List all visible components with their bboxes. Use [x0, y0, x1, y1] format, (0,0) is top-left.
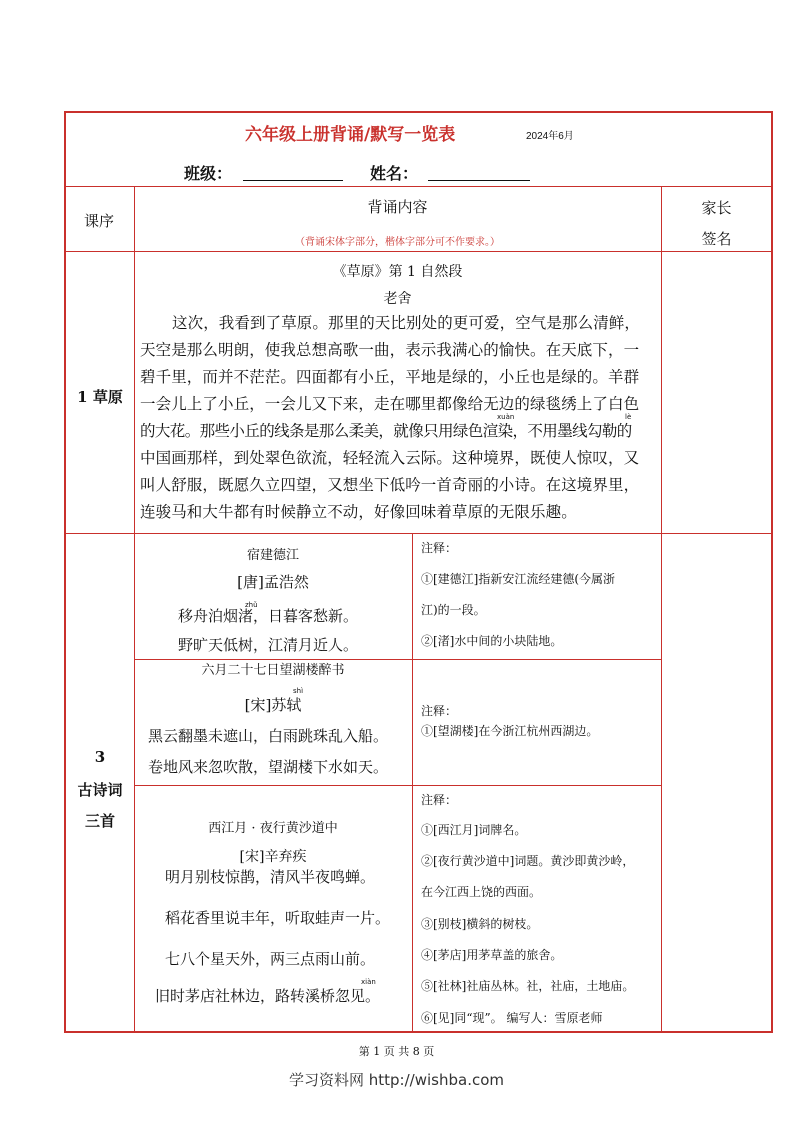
paragraph-line: 一会儿上了小丘，一会儿又下来，走在哪里都像给无边的绿毯绣上了白色	[140, 395, 640, 413]
pinyin-annotation: zhǔ	[245, 601, 258, 609]
poem3-notes-head: 注释：	[421, 793, 458, 807]
poem2-note: ①[望湖楼]在今浙江杭州西湖边。	[421, 724, 599, 738]
header-sign-line1: 家长	[701, 199, 732, 217]
page-title: 六年级上册背诵/默写一览表	[245, 125, 456, 145]
poem1-title: 宿建德江	[246, 548, 299, 563]
pinyin-annotation: lè	[625, 413, 632, 421]
poem1-line: 野旷天低树，江清月近人。	[178, 636, 359, 654]
poem3-author: [宋]辛弃疾	[239, 849, 307, 865]
paragraph-line: 这次，我看到了草原。那里的天比别处的更可爱，空气是那么清鲜，	[172, 314, 641, 332]
poem3-note: 在今江西上饶的西面。	[421, 885, 542, 899]
paragraph-line: 叫人舒服，既愿久立四望，又想坐下低吟一首奇丽的小诗。在这境界里，	[140, 476, 640, 494]
paragraph-line: 连骏马和大牛都有时候静立不动，好像回味着草原的无限乐趣。	[140, 503, 577, 521]
class-input[interactable]	[243, 180, 343, 181]
paragraph-line: 天空是那么明朗，使我总想高歌一曲，表示我满心的愉快。在天底下，一	[140, 341, 640, 359]
poem3-line: 七八个星天外，两三点雨山前。	[165, 950, 376, 968]
poem1-notes-head: 注释：	[421, 541, 458, 555]
name-label: 姓名：	[370, 164, 419, 183]
paragraph-line: 的大花。那些小丘的线条是那么柔美，就像只用绿色渲染，不用墨线勾勒的	[140, 422, 632, 440]
poem3-note: ②[夜行黄沙道中]词题。黄沙即黄沙岭，	[421, 854, 635, 868]
pinyin-annotation: xuàn	[497, 413, 515, 421]
header-lesson: 课序	[84, 212, 115, 230]
lesson3-label-title: 古诗词	[77, 781, 123, 799]
pinyin-annotation: xiàn	[361, 978, 376, 986]
poem2-notes-head: 注释：	[421, 704, 458, 718]
poem3-note: ④[茅店]用茅草盖的旅舍。	[421, 948, 563, 962]
lesson1-paragraph	[140, 310, 656, 526]
poem3-title: 西江月 · 夜行黄沙道中	[208, 821, 338, 836]
header-content: 背诵内容	[367, 198, 428, 216]
lesson3-label-num: 3	[94, 748, 106, 766]
poem3-note: ⑥[见]同“现”。 编写人：雪原老师	[421, 1011, 603, 1025]
paragraph-line: 中国画那样，到处翠色欲流，轻轻流入云际。这种境界，既使人惊叹，又	[140, 449, 640, 467]
poem2-title: 六月二十七日望湖楼醉书	[201, 663, 345, 678]
poem3-note: ①[西江月]词牌名。	[421, 823, 527, 837]
poem1-note: 江)的一段。	[421, 603, 486, 617]
poem1-line: 移舟泊烟渚，日暮客愁新。	[178, 607, 359, 625]
page-number: 第 1 页 共 8 页	[358, 1045, 435, 1058]
poem3-line: 旧时茅店社林边，路转溪桥忽见。	[155, 987, 381, 1005]
poem1-note: ①[建德江]指新安江流经建德(今属浙	[421, 572, 616, 586]
lesson1-title: 《草原》第 1 自然段	[332, 264, 463, 280]
lesson3-label-sub: 三首	[84, 812, 115, 830]
class-label: 班级：	[184, 164, 233, 183]
poem3-note: ⑤[社林]社庙丛林。社，社庙，土地庙。	[421, 979, 635, 993]
date-label: 2024年6月	[526, 131, 574, 142]
poem3-line: 明月别枝惊鹊，清风半夜鸣蝉。	[165, 868, 376, 886]
poem1-note: ②[渚]水中间的小块陆地。	[421, 634, 563, 648]
poem2-line: 黑云翻墨未遮山，白雨跳珠乱入船。	[148, 727, 389, 745]
lesson1-author: 老舍	[383, 291, 412, 307]
lesson1-label: 1 草原	[77, 388, 123, 406]
poem1-author: [唐]孟浩然	[237, 573, 309, 591]
poem2-line: 卷地风来忽吹散，望湖楼下水如天。	[148, 758, 389, 776]
paragraph-line: 碧千里，而并不茫茫。四面都有小丘，平地是绿的，小丘也是绿的。羊群	[140, 368, 640, 386]
poem3-note: ③[别枝]横斜的树枝。	[421, 917, 539, 931]
name-input[interactable]	[428, 180, 530, 181]
pinyin-annotation: shì	[293, 687, 304, 695]
header-content-note: （背诵宋体字部分，楷体字部分可不作要求。）	[295, 237, 500, 248]
poem2-author: [宋]苏轼	[244, 696, 302, 714]
poem3-line: 稻花香里说丰年，听取蛙声一片。	[165, 909, 391, 927]
header-sign-line2: 签名	[701, 230, 732, 248]
watermark: 学习资料网 http://wishba.com	[289, 1071, 504, 1089]
